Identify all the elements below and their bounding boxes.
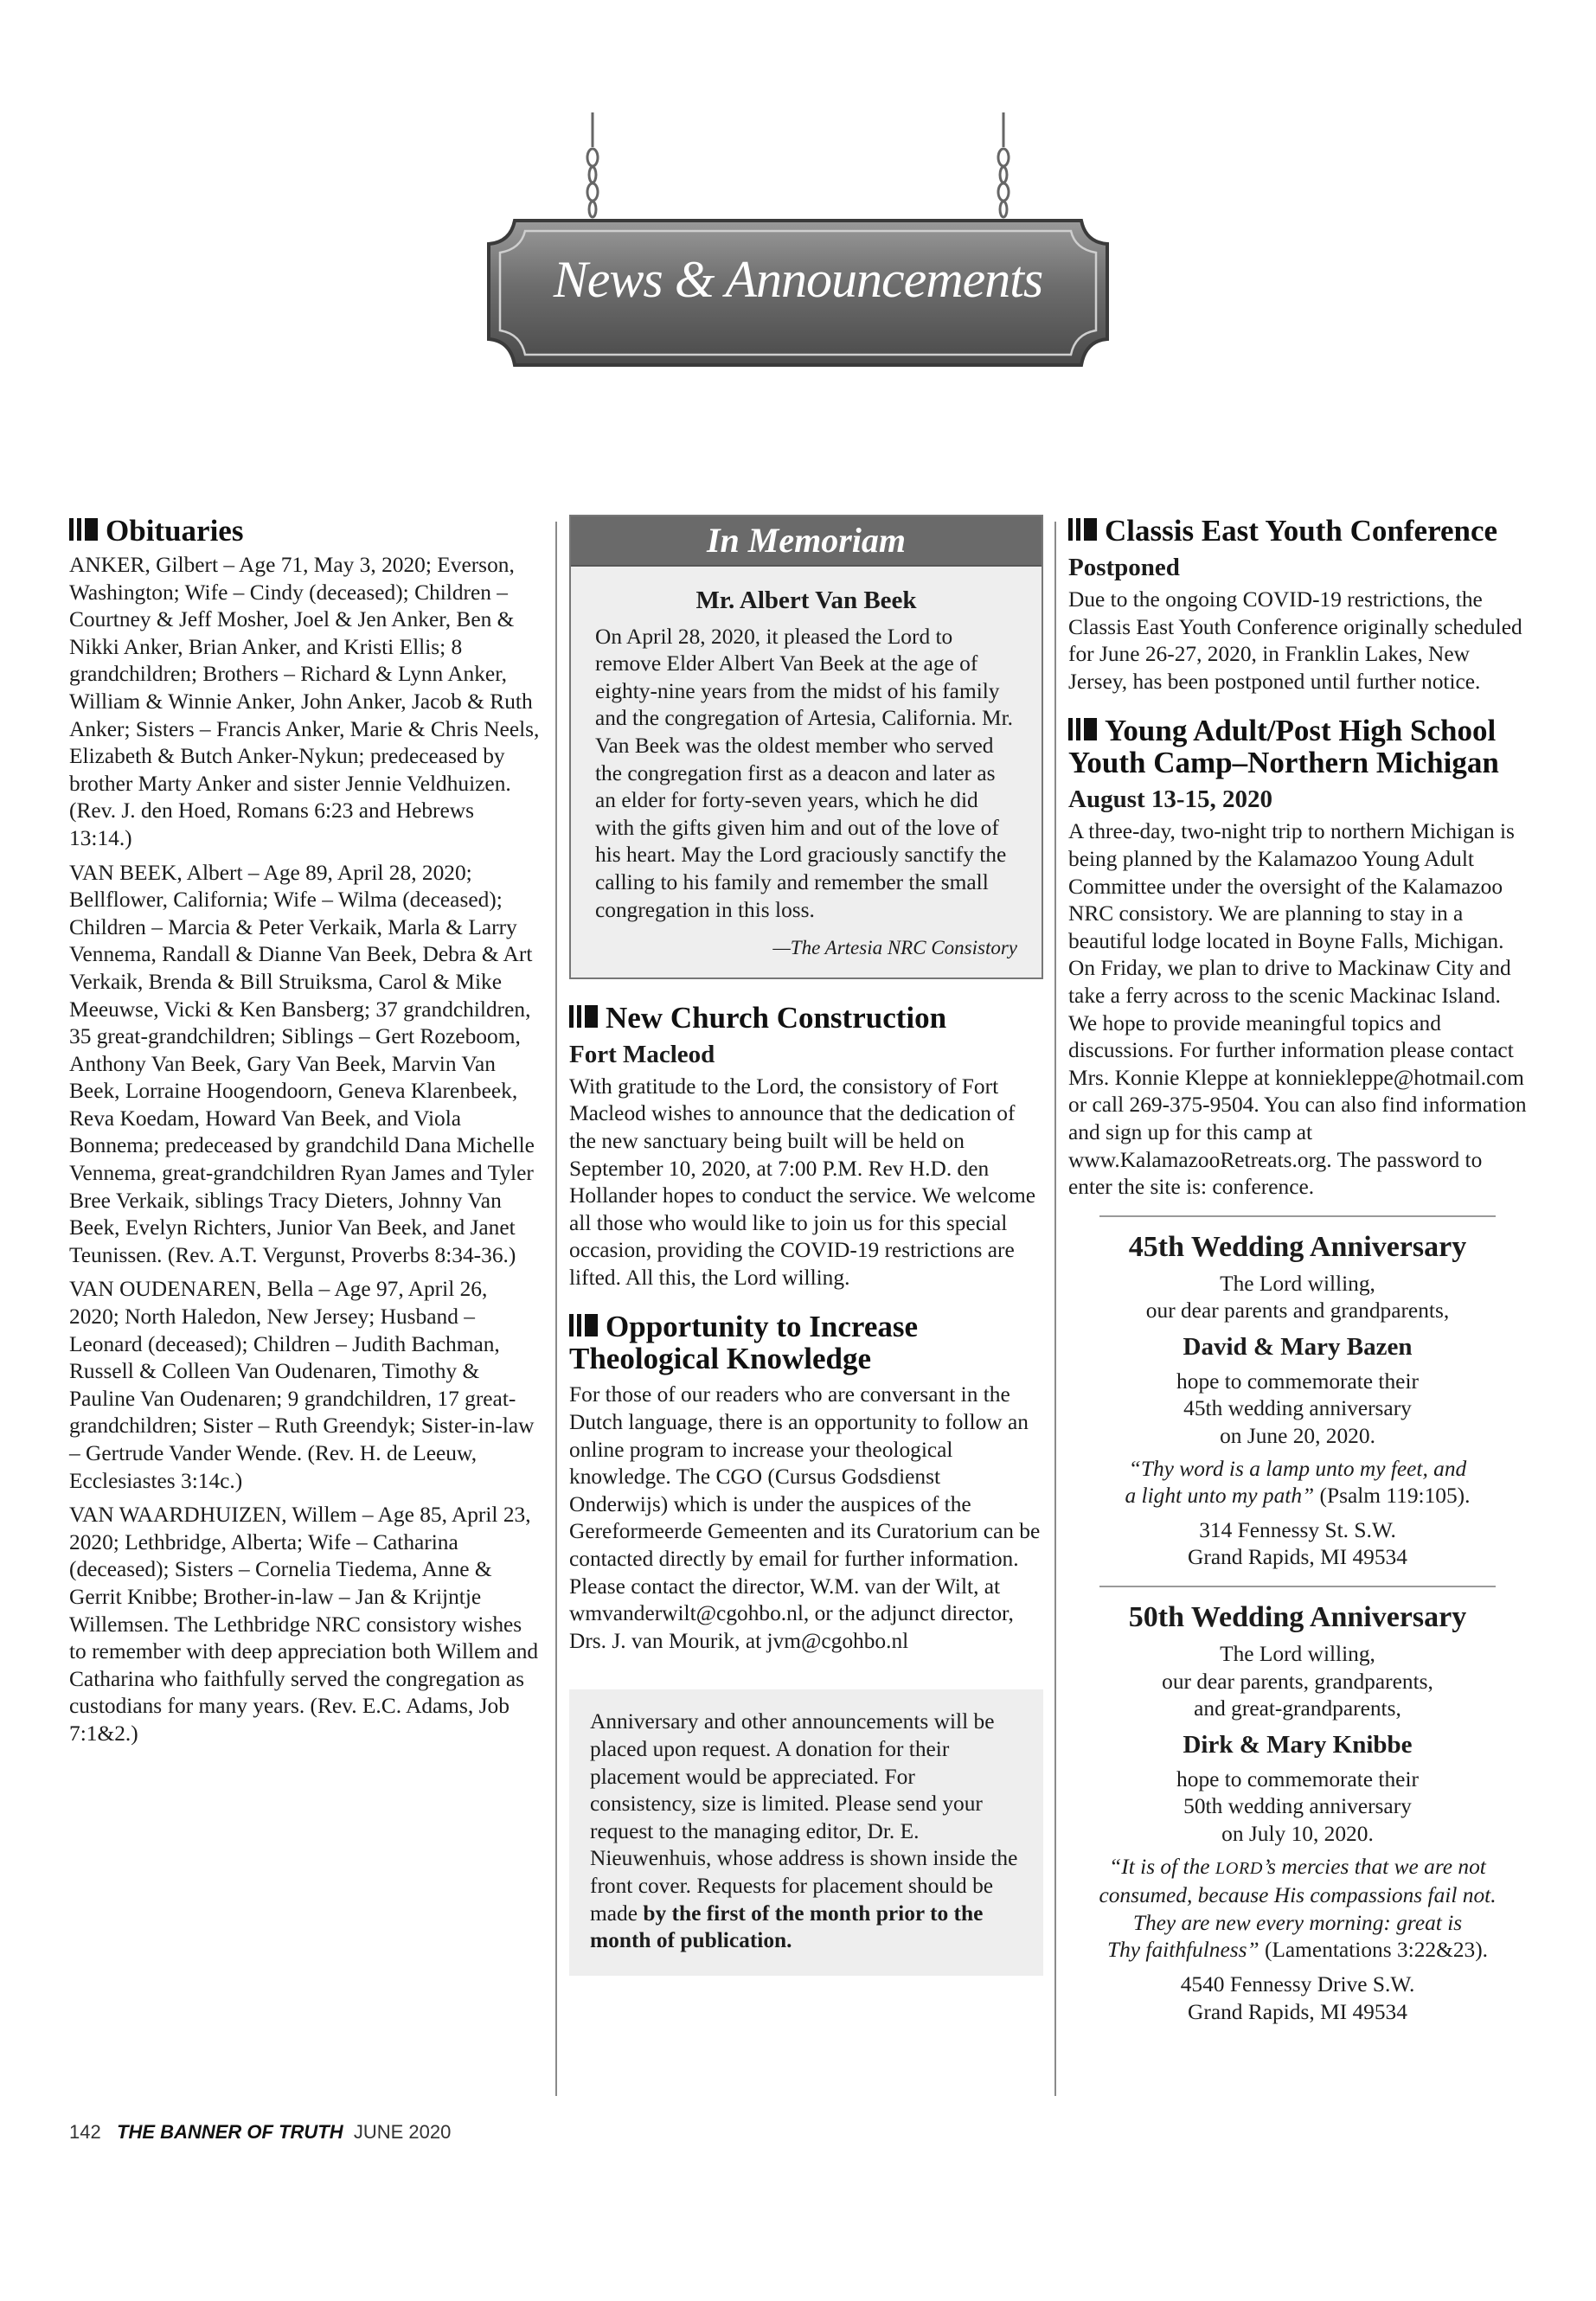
left-chain — [587, 112, 598, 217]
notice-deadline: by the first of the month prior to the month of publication. — [590, 1900, 984, 1953]
section-bars-icon — [1068, 718, 1098, 740]
anniversary-line: hope to commemorate their — [1176, 1766, 1419, 1791]
middle-column — [569, 515, 1043, 1976]
page-number: 142 — [69, 2121, 101, 2143]
anniversary-45-names: David & Mary Bazen — [1183, 1332, 1413, 1361]
right-chain — [998, 112, 1009, 217]
section-bars-icon — [569, 1005, 599, 1028]
construction-heading: New Church Construction — [569, 1002, 1043, 1034]
anniversary-address: Grand Rapids, MI 49534 — [1188, 1545, 1407, 1570]
anniversary-address: Grand Rapids, MI 49534 — [1188, 1999, 1407, 2024]
anniversary-address: 314 Fennessy St. S.W. — [1199, 1517, 1396, 1542]
obituary-entry: VAN BEEK, Albert – Age 89, April 28, 2020; Bellflower, California; Wife – Wilma (deceased); Children – Marcia & Peter Verkaik, Marla & Larry Vennema, Randall & Dianne Van Beek, Debra & Art Verkaik, Brenda & Bill Struiksma, Carol & Mike Meeuwse, Vicki & Ken Bansberg; 37 grandchildren, 35 great-grandchildren; Siblings – Gert Rozeboom, Anthony Van Beek, Gary Van Beek, Marvin Van Beek, Lorraine Hoogendoorn, Geneva Klarenbeek, Reva Koedam, Howard Van Beek, and Viola Bonnema; predeceased by grandchild Dana Michelle Vennema, great-grandchildren Ryan James and Tyler Bree Verkaik, siblings Tracy Dieters, Johnny Van Beek, Evelyn Richters, Junior Van Beek, and Janet Teunissen. (Rev. A.T. Vergunst, Proverbs 8:34-36.) — [69, 860, 535, 1267]
construction-body: With gratitude to the Lord, the consistory of Fort Macleod wishes to announce that the dedication of the new sanctuary being built will be held on September 10, 2020, at 7:00 P.M. Rev H.D. den Hollander hopes to conduct the service. We welcome all those who would like to join us for this special occasion, providing the COVID-19 restrictions are lifted. All this, the Lord willing. — [569, 1074, 1035, 1290]
anniversary-line: 45th wedding anniversary — [1183, 1396, 1412, 1421]
column-rule-left — [555, 522, 557, 2096]
anniversary-line: on July 10, 2020. — [1221, 1822, 1374, 1846]
anniversary-line: hope to commemorate their — [1176, 1368, 1419, 1394]
notice-text: Anniversary and other announcements will be placed upon request. A donation for their placement would be appreciated. For consistency, size is limited. Please send your request to the managing editor, Dr. E. Nieuwenhuis, whose address is shown inside the front cover. Requests for placement should be made — [590, 1709, 1018, 1926]
camp-body: A three-day, two-night trip to northern Michigan is being planned by the Kalamazoo Young Adult Committee under the oversight of the Kalamazoo NRC consistory. We are planning to stay in a beautiful lodge located in Boyne Falls, Michigan. On Friday, we plan to drive to Mackinaw City and take a ferry across to the scenic Mackinac Island. We hope to provide meaningful topics and discussions. For further information please contact Mrs. Konnie Kleppe at konniekleppe@hotmail.com or call 269-375-9504. You can also find information and sign up for this camp at www.KalamazooRetreats.org. The password to enter the site is: conference. — [1068, 819, 1527, 1200]
obituaries-heading: Obituaries — [69, 515, 541, 547]
anniversary-line: The Lord willing, — [1220, 1271, 1375, 1296]
classis-heading: Classis East Youth Conference — [1068, 515, 1527, 547]
memoriam-box — [569, 515, 1043, 979]
anniversary-45-title: 45th Wedding Anniversary — [1128, 1230, 1467, 1263]
classis-body: Due to the ongoing COVID-19 restrictions, the Classis East Youth Conference originally scheduled for June 26-27, 2020, in Franklin Lakes, New Jersey, has been postponed until further notice. — [1068, 587, 1522, 694]
right-column — [1068, 515, 1527, 2026]
anniversary-quote-ref: (Lamentations 3:22&23). — [1259, 1938, 1489, 1963]
camp-heading: Young Adult/Post High School Youth Camp–Northern Michigan — [1068, 714, 1499, 780]
anniversary-50-names: Dirk & Mary Knibbe — [1183, 1730, 1413, 1759]
column-rule-right — [1054, 522, 1056, 2096]
memoriam-heading: In Memoriam — [571, 516, 1042, 567]
anniversary-line: our dear parents and grandparents, — [1145, 1298, 1450, 1324]
classis-subtitle: Postponed — [1068, 554, 1180, 581]
anniversary-quote-ref: (Psalm 119:105). — [1314, 1484, 1471, 1509]
obituary-entry: VAN WAARDHUIZEN, Willem – Age 85, April 23, 2020; Lethbridge, Alberta; Wife – Catharina (deceased); Sisters – Cornelia Tiedema, Anne & Gerrit Knibbe; Brother-in-law – Jan & Krijntje Willemsen. The Lethbridge NRC consistory wishes to remember with deep appreciation both Willem and Catharina who faithfully served the congregation as custodians for many years. (Rev. E.C. Adams, Job 7:1&2.) — [69, 1503, 539, 1746]
memoriam-body: On April 28, 2020, it pleased the Lord to remove Elder Albert Van Beek at the age of eighty-nine years from the midst of his family and the congregation of Artesia, California. Mr. Van Beek was the oldest member who served the congregation first as a deacon and later as an elder for forty-seven years, which he did with the gifts given him and out of the love of his heart. May the Lord graciously sanctify the calling to his family and remember the small congregation in this loss. — [595, 624, 1013, 922]
anniversary-quote: They are new every morning: great is — [1132, 1910, 1463, 1935]
anniversary-line: on June 20, 2020. — [1220, 1424, 1375, 1449]
page-footer — [69, 2121, 451, 2144]
obituary-entry: VAN OUDENAREN, Bella – Age 97, April 26, 2020; North Haledon, New Jersey; Husband – Leonard (deceased); Children – Judith Bachman, Russell & Colleen Van Oudenaren, Timothy & Pauline Van Oudenaren; 9 grandchildren, 17 great-grandchildren; Sister – Ruth Greendyk; Sister-in-law – Gertrude Vander Wende. (Rev. H. de Leeuw, Ecclesiastes 3:14c.) — [69, 1277, 535, 1493]
anniversary-quote: “Thy word is a lamp unto my feet, and — [1128, 1456, 1467, 1481]
anniversary-address: 4540 Fennessy Drive S.W. — [1180, 1971, 1415, 1997]
anniversary-45 — [1068, 1229, 1527, 1572]
memoriam-name: Mr. Albert Van Beek — [695, 586, 917, 614]
anniversary-line: and great-grandparents, — [1194, 1696, 1401, 1721]
divider — [1099, 1586, 1496, 1587]
construction-subtitle: Fort Macleod — [569, 1040, 715, 1068]
anniversary-quote: Thy faithfulness” — [1106, 1938, 1259, 1963]
anniversary-50 — [1068, 1599, 1527, 2026]
anniversary-quote: consumed, because His compassions fail not. — [1099, 1883, 1497, 1908]
anniversary-line: our dear parents, grandparents, — [1162, 1669, 1433, 1694]
anniversary-50-title: 50th Wedding Anniversary — [1128, 1601, 1467, 1634]
obituary-entry: ANKER, Gilbert – Age 71, May 3, 2020; Everson, Washington; Wife – Cindy (deceased); Children – Courtney & Jeff Mosher, Joel & Jen Anker, Ben & Nikki Anker, Brian Anker, and Kristi Ellis; 8 grandchildren; Brothers – Richard & Lynn Anker, William & Winnie Anker, John Anker, Jacob & Ruth Anker; Sisters – Francis Anker, Marie & Chris Neels, Elizabeth & Butch Anker-Nykun; predeceased by brother Marty Anker and sister Jennie Veldhuizen. (Rev. J. den Hoed, Romans 6:23 and Hebrews 13:14.) — [69, 553, 540, 850]
theology-heading: Opportunity to Increase Theological Knowledge — [569, 1310, 919, 1376]
memoriam-signature: —The Artesia NRC Consistory — [772, 937, 1017, 959]
anniversary-quote: a light unto my path” — [1125, 1484, 1315, 1509]
issue-date: JUNE 2020 — [353, 2121, 452, 2143]
magazine-name: THE BANNER OF TRUTH — [117, 2121, 343, 2143]
divider — [1099, 1215, 1496, 1217]
announcement-notice-box — [569, 1689, 1043, 1975]
header-sign — [480, 112, 1116, 372]
camp-subtitle: August 13-15, 2020 — [1068, 785, 1273, 814]
section-bars-icon — [69, 518, 99, 541]
section-bars-icon — [569, 1314, 599, 1336]
page-title: News & Announcements — [553, 251, 1043, 308]
left-column — [69, 515, 541, 1755]
anniversary-line: 50th wedding anniversary — [1183, 1794, 1412, 1819]
section-bars-icon — [1068, 518, 1098, 541]
anniversary-quote: “It is of the LORD’s mercies that we are not — [1109, 1854, 1486, 1879]
theology-body: For those of our readers who are conversant in the Dutch language, there is an opportunity to follow an online program to increase your theological knowledge. The CGO (Cursus Godsdienst Onderwijs) which is under the auspices of the Gereformeerde Gemeenten and its Curatorium can be contacted directly by email for further information. Please contact the director, W.M. van der Wilt, at wmvanderwilt@cgohbo.nl, or the adjunct director, Drs. J. van Mourik, at jvm@cgohbo.nl — [569, 1382, 1041, 1653]
anniversary-line: The Lord willing, — [1220, 1642, 1375, 1667]
